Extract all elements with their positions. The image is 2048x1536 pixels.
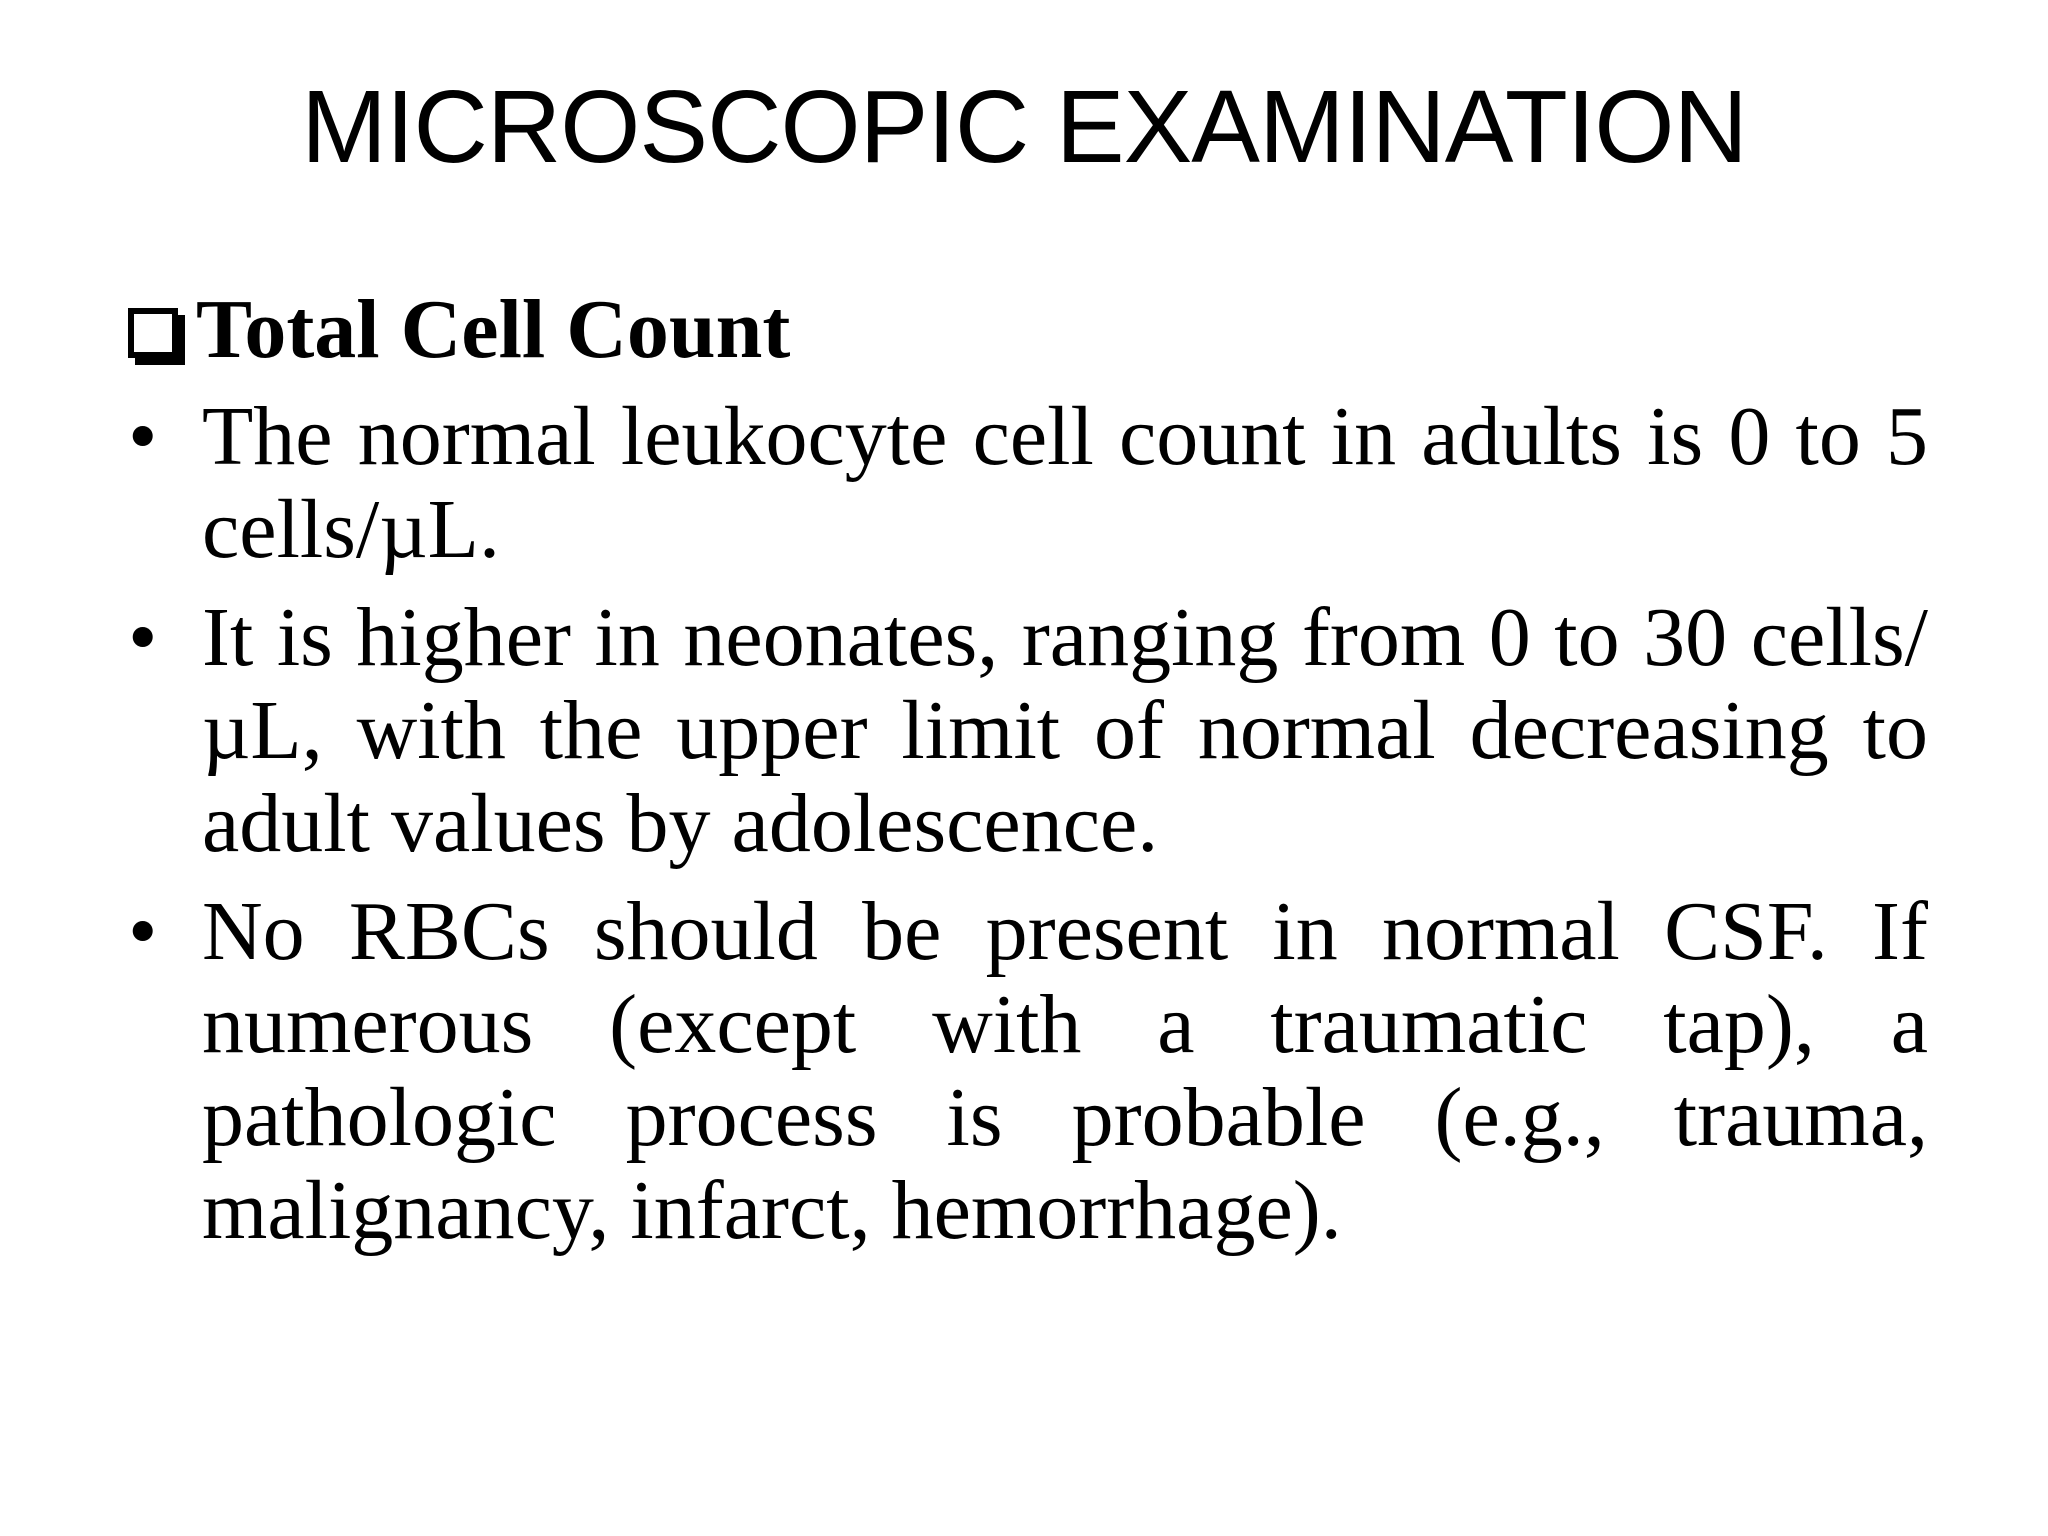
bullet-text: The normal leukocyte cell count in adults is 0 to 5 cells/µL. [202,390,1928,576]
bullet-icon: • [128,390,158,483]
slide-content [128,280,1928,1272]
bullet-icon: • [128,591,158,684]
bullet-icon: • [128,885,158,978]
section-heading [128,280,1928,380]
slide-title: MICROSCOPIC EXAMINATION [301,69,1747,184]
bullet-list [128,390,1928,1257]
section-heading-label: Total Cell Count [196,283,791,376]
list-item [128,885,1928,1257]
bullet-text: No RBCs should be present in normal CSF. If numerous (except with a traumatic tap), a pathologic process is probable (e.g., trauma, malignancy, infarct, hemorrhage). [202,885,1928,1257]
bullet-text: It is higher in neonates, ranging from 0 to 30 cells/µL, with the upper limit of normal decreasing to adult values by adolescence. [202,591,1928,870]
list-item [128,390,1928,576]
checkbox-square-icon [128,308,178,358]
list-item [128,591,1928,870]
